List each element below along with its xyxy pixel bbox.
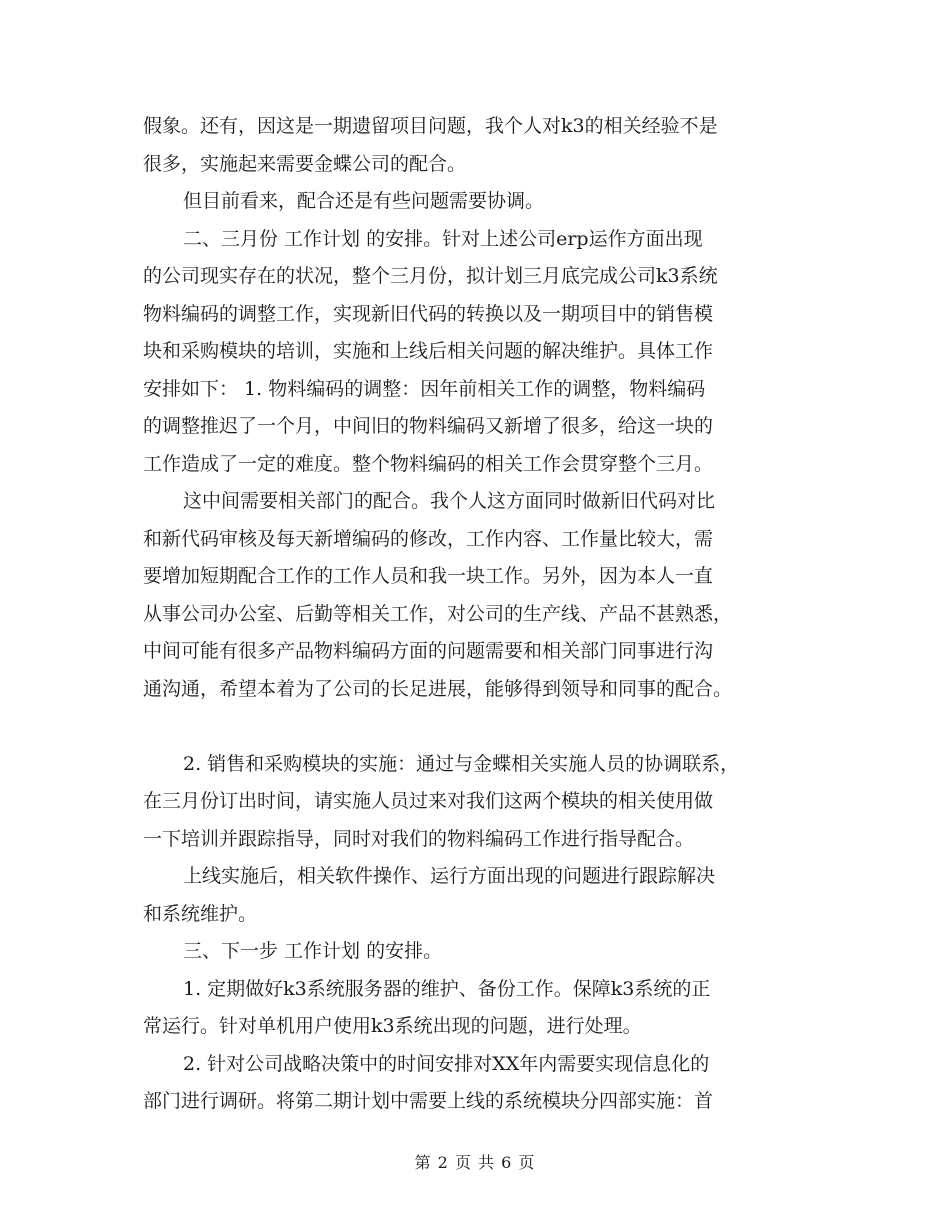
page-number-footer: 第 2 页 共 6 页 [414, 1153, 536, 1172]
text-line: 在三月份订出时间，请实施人员过来对我们这两个模块的相关使用做 [143, 790, 714, 812]
text-line: 安排如下： 1. 物料编码的调整：因年前相关工作的调整，物料编码 [143, 377, 706, 400]
text-line: 和新代码审核及每天新增编码的修改，工作内容、工作量比较大，需 [143, 527, 714, 550]
text-line: 物料编码的调整工作，实现新旧代码的转换以及一期项目中的销售模 [143, 302, 714, 325]
text-line: 但目前看来，配合还是有些问题需要协调。 [183, 190, 545, 212]
text-line: 通沟通，希望本着为了公司的长足进展，能够得到领导和同事的配合。 [143, 677, 733, 700]
list-item-line: 1. 定期做好k3系统服务器的维护、备份工作。保障k3系统的正 [183, 977, 711, 1000]
text-line: 要增加短期配合工作的工作人员和我一块工作。另外，因为本人一直 [143, 565, 714, 587]
text-line: 很多，实施起来需要金蝶公司的配合。 [143, 152, 467, 175]
text-line: 上线实施后，相关软件操作、运行方面出现的问题进行跟踪解决 [183, 865, 716, 887]
text-line: 的调整推迟了一个月，中间旧的物料编码又新增了很多，给这一块的 [143, 415, 714, 437]
text-line: 工作造成了一定的难度。整个物料编码的相关工作会贯穿整个三月。 [143, 452, 714, 475]
section-heading-line: 二、三月份 工作计划 的安排。针对上述公司erp运作方面出现 [183, 227, 703, 250]
text-line: 从事公司办公室、后勤等相关工作，对公司的生产线、产品不甚熟悉， [143, 602, 733, 625]
text-line: 的公司现实存在的状况，整个三月份，拟计划三月底完成公司k3系统 [143, 265, 718, 287]
section-heading-line: 三、下一步 工作计划 的安排。 [183, 940, 443, 962]
text-line: 一下培训并跟踪指导，同时对我们的物料编码工作进行指导配合。 [143, 827, 695, 850]
document-body [143, 108, 813, 1121]
text-line: 这中间需要相关部门的配合。我个人这方面同时做新旧代码对比 [183, 490, 716, 512]
text-line: 块和采购模块的培训，实施和上线后相关问题的解决维护。具体工作 [143, 340, 714, 362]
list-item-line: 2. 针对公司战略决策中的时间安排对XX年内需要实现信息化的 [183, 1052, 710, 1075]
blank-line [143, 708, 813, 746]
text-line: 部门进行调研。将第二期计划中需要上线的系统模块分四部实施：首 [143, 1090, 714, 1112]
list-item-line: 2. 销售和采购模块的实施：通过与金蝶相关实施人员的协调联系， [183, 752, 740, 775]
text-line: 假象。还有，因这是一期遗留项目问题，我个人对k3的相关经验不是 [143, 115, 718, 137]
text-line: 常运行。针对单机用户使用k3系统出现的问题，进行处理。 [143, 1015, 642, 1037]
text-line: 中间可能有很多产品物料编码方面的问题需要和相关部门同事进行沟 [143, 640, 714, 662]
text-line: 和系统维护。 [143, 902, 258, 925]
